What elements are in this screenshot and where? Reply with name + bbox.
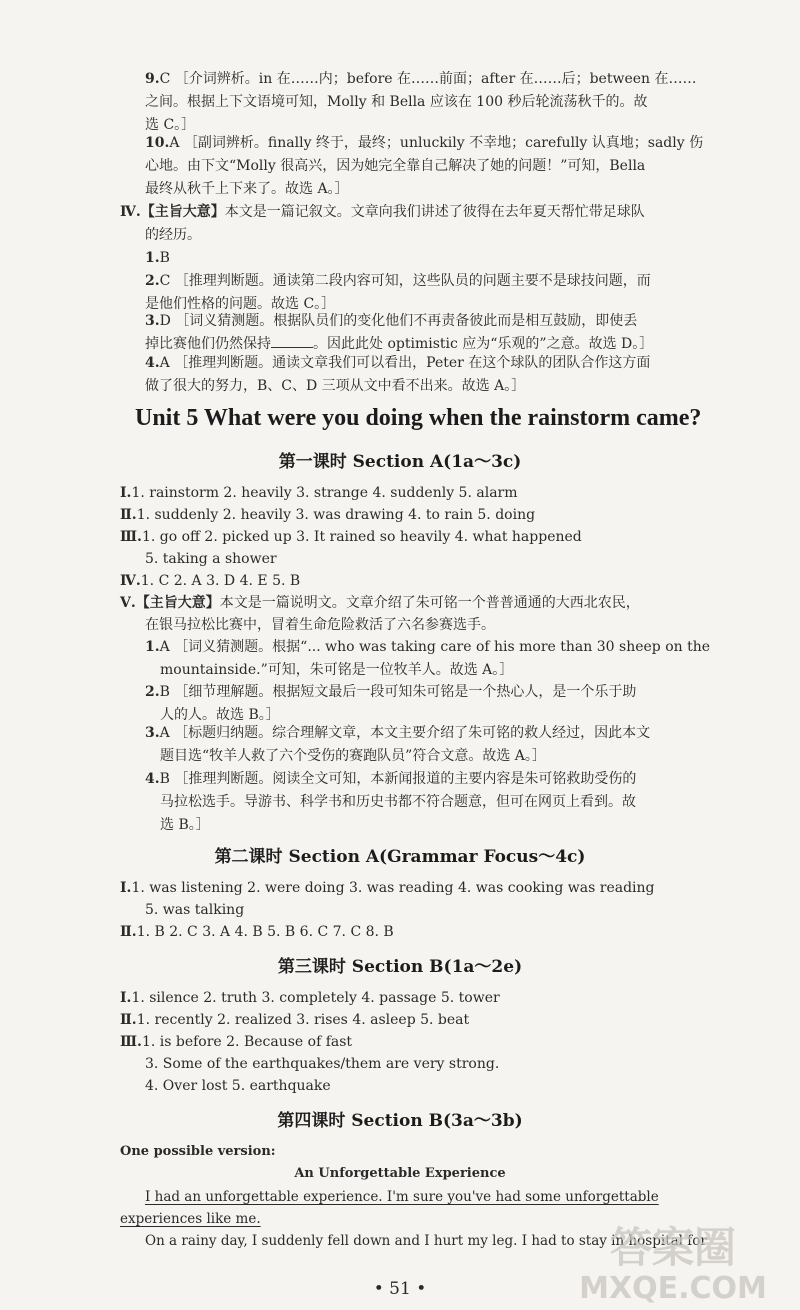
watermark-text-en: MXQE.COM [579, 1271, 767, 1306]
part-label: Ⅲ. [120, 529, 142, 545]
item-number: 4. [145, 771, 160, 787]
lesson-3-part-1 [120, 987, 500, 1009]
item-number: 4. [145, 355, 160, 371]
part-label: Ⅳ. [120, 573, 141, 589]
answer-text: 1. suddenly 2. heavily 3. was drawing 4. to rain 5. doing [136, 507, 536, 523]
part-label: Ⅱ. [120, 1012, 137, 1028]
answer-text: 1. go off 2. picked up 3. It rained so heavily 4. what happened [141, 529, 582, 545]
lesson-1-item-3 [145, 722, 650, 744]
item-text: A ［词义猜测题。根据“... who was taking care of his more than 30 sheep on the [159, 639, 711, 655]
part-4-item-1 [145, 247, 170, 269]
lesson-2-part-2 [120, 921, 394, 943]
item-text: A ［副词辨析。finally 终于，最终；unluckily 不幸地；carefully 认真地；sadly 伤 [169, 135, 704, 151]
lesson-2-part-1-cont: 5. was talking [145, 902, 245, 918]
lesson-1-item-4-cont: 马拉松选手。导游书、科学书和历史书都不符合题意，但可在网页上看到。故 [160, 794, 636, 810]
item-number: 2. [145, 273, 160, 289]
summary-text: 本文是一篇说明文。文章介绍了朱可铭一个普普通通的大西北农民， [219, 595, 640, 611]
part-label: Ⅱ. [120, 507, 137, 523]
item-number: 10. [145, 135, 170, 151]
part-label: Ⅰ. [120, 990, 132, 1006]
item-number: 1. [145, 250, 160, 266]
item-text: C ［介词辨析。in 在……内；before 在……前面；after 在……后；between 在…… [159, 71, 697, 87]
lesson-1-part-3-cont: 5. taking a shower [145, 551, 277, 567]
lesson-1-item-4-cont2: 选 B。］ [160, 817, 210, 833]
lesson-1-part-2 [120, 504, 535, 526]
lesson-4-title: 第四课时 Section B(3a～3b) [277, 1111, 523, 1131]
lesson-3-title: 第三课时 Section B(1a～2e) [277, 957, 523, 977]
part-label: Ⅴ.【主旨大意】 [120, 595, 220, 611]
item-number: 9. [145, 71, 160, 87]
lesson-1-item-2 [145, 681, 636, 703]
part-label: Ⅳ.【主旨大意】 [120, 204, 225, 220]
lesson-1-item-1 [145, 636, 710, 658]
part-4-item-2 [145, 270, 651, 292]
answer-item-9-cont: 之间。根据上下文语境可知，Molly 和 Bella 应该在 100 秒后轮流荡秋千的。故 [145, 94, 648, 110]
item-text: B [159, 250, 170, 266]
answer-text: 1. rainstorm 2. heavily 3. strange 4. suddenly 5. alarm [131, 485, 518, 501]
lesson-1-part-3 [120, 526, 582, 548]
answer-item-10-cont2: 最终从秋千上下来了。故选 A。］ [145, 181, 349, 197]
page-number: • 51 • [373, 1279, 427, 1299]
fill-blank [271, 333, 313, 348]
item-number: 3. [145, 313, 160, 329]
part-label: Ⅰ. [120, 880, 132, 896]
answer-text: 1. is before 2. Because of fast [141, 1034, 353, 1050]
part-4-item-2-cont: 是他们性格的问题。故选 C。］ [145, 296, 336, 312]
answer-item-10-cont: 心地。由下文“Molly 很高兴，因为她完全靠自己解决了她的问题！”可知，Bella [145, 158, 646, 174]
lesson-1-part-1 [120, 482, 518, 504]
answer-text: 1. recently 2. realized 3. rises 4. asleep 5. beat [136, 1012, 470, 1028]
lesson-1-part-4 [120, 570, 300, 592]
part-label: Ⅱ. [120, 924, 137, 940]
item-text: C ［推理判断题。通读第二段内容可知，这些队员的问题主要不是球技问题，而 [159, 273, 651, 289]
lesson-3-part-3-cont: 3. Some of the earthquakes/them are very strong. [145, 1056, 500, 1072]
lesson-2-part-1 [120, 877, 655, 899]
lesson-1-title: 第一课时 Section A(1a～3c) [278, 452, 522, 472]
item-number: 3. [145, 725, 160, 741]
essay-paragraph-1-cont: experiences like me. [120, 1211, 261, 1227]
answer-item-9-cont2: 选 C。］ [145, 117, 196, 133]
answer-item-10 [145, 132, 703, 154]
item-text: 。因此此处 optimistic 应为“乐观的”之意。故选 D。］ [313, 336, 654, 352]
lesson-1-item-2-cont: 人的人。故选 B。］ [160, 707, 280, 723]
part-4-item-4-cont: 做了很大的努力，B、C、D 三项从文中看不出来。故选 A。］ [145, 378, 526, 394]
part-4-summary [120, 201, 645, 223]
answer-text: 1. was listening 2. were doing 3. was reading 4. was cooking was reading [131, 880, 655, 896]
lesson-1-item-1-cont: mountainside.”可知，朱可铭是一位牧羊人。故选 A。］ [160, 662, 514, 678]
essay-paragraph-1: I had an unforgettable experience. I'm sure you've had some unforgettable [145, 1189, 659, 1205]
lesson-3-part-3 [120, 1031, 352, 1053]
item-text: A ［标题归纳题。综合理解文章，本文主要介绍了朱可铭的救人经过，因此本文 [159, 725, 651, 741]
item-text: A ［推理判断题。通读文章我们可以看出，Peter 在这个球队的团队合作这方面 [159, 355, 651, 371]
lesson-2-title: 第二课时 Section A(Grammar Focus～4c) [214, 847, 586, 867]
part-label: Ⅰ. [120, 485, 132, 501]
version-label: One possible version: [120, 1144, 276, 1159]
item-text: B ［细节理解题。根据短文最后一段可知朱可铭是一个热心人，是一个乐于助 [159, 684, 637, 700]
essay-title: An Unforgettable Experience [294, 1166, 506, 1181]
part-4-summary-cont: 的经历。 [145, 227, 201, 243]
summary-text: 本文是一篇记叙文。文章向我们讲述了彼得在去年夏天帮忙带足球队 [224, 204, 645, 220]
answer-text: 1. silence 2. truth 3. completely 4. passage 5. tower [131, 990, 500, 1006]
item-text: B ［推理判断题。阅读全文可知，本新闻报道的主要内容是朱可铭救助受伤的 [159, 771, 637, 787]
lesson-3-part-2 [120, 1009, 469, 1031]
item-number: 1. [145, 639, 160, 655]
answer-item-9 [145, 68, 697, 90]
answer-text: 1. B 2. C 3. A 4. B 5. B 6. C 7. C 8. B [136, 924, 394, 940]
item-number: 2. [145, 684, 160, 700]
part-4-item-4 [145, 352, 650, 374]
part-4-item-3 [145, 310, 637, 332]
lesson-1-item-4 [145, 768, 636, 790]
part-label: Ⅲ. [120, 1034, 142, 1050]
watermark-logo [558, 1212, 788, 1306]
unit-title: Unit 5 What were you doing when the rainstorm came? [135, 405, 702, 431]
essay-paragraph-2: On a rainy day, I suddenly fell down and I hurt my leg. I had to stay in hospital for [145, 1233, 707, 1249]
lesson-1-part-5-cont: 在银马拉松比赛中，冒着生命危险救活了六名参赛选手。 [145, 617, 495, 633]
lesson-1-item-3-cont: 题目选“牧羊人救了六个受伤的赛跑队员”符合文意。故选 A。］ [160, 748, 546, 764]
lesson-3-part-3-cont2: 4. Over lost 5. earthquake [145, 1078, 331, 1094]
item-text: D ［词义猜测题。根据队员们的变化他们不再责备彼此而是相互鼓励，即使丢 [159, 313, 638, 329]
answer-text: 1. C 2. A 3. D 4. E 5. B [140, 573, 301, 589]
watermark-text-cn: 答案圈 [609, 1223, 737, 1272]
item-text: 掉比赛他们仍然保持 [145, 336, 271, 352]
lesson-1-part-5 [120, 592, 640, 614]
